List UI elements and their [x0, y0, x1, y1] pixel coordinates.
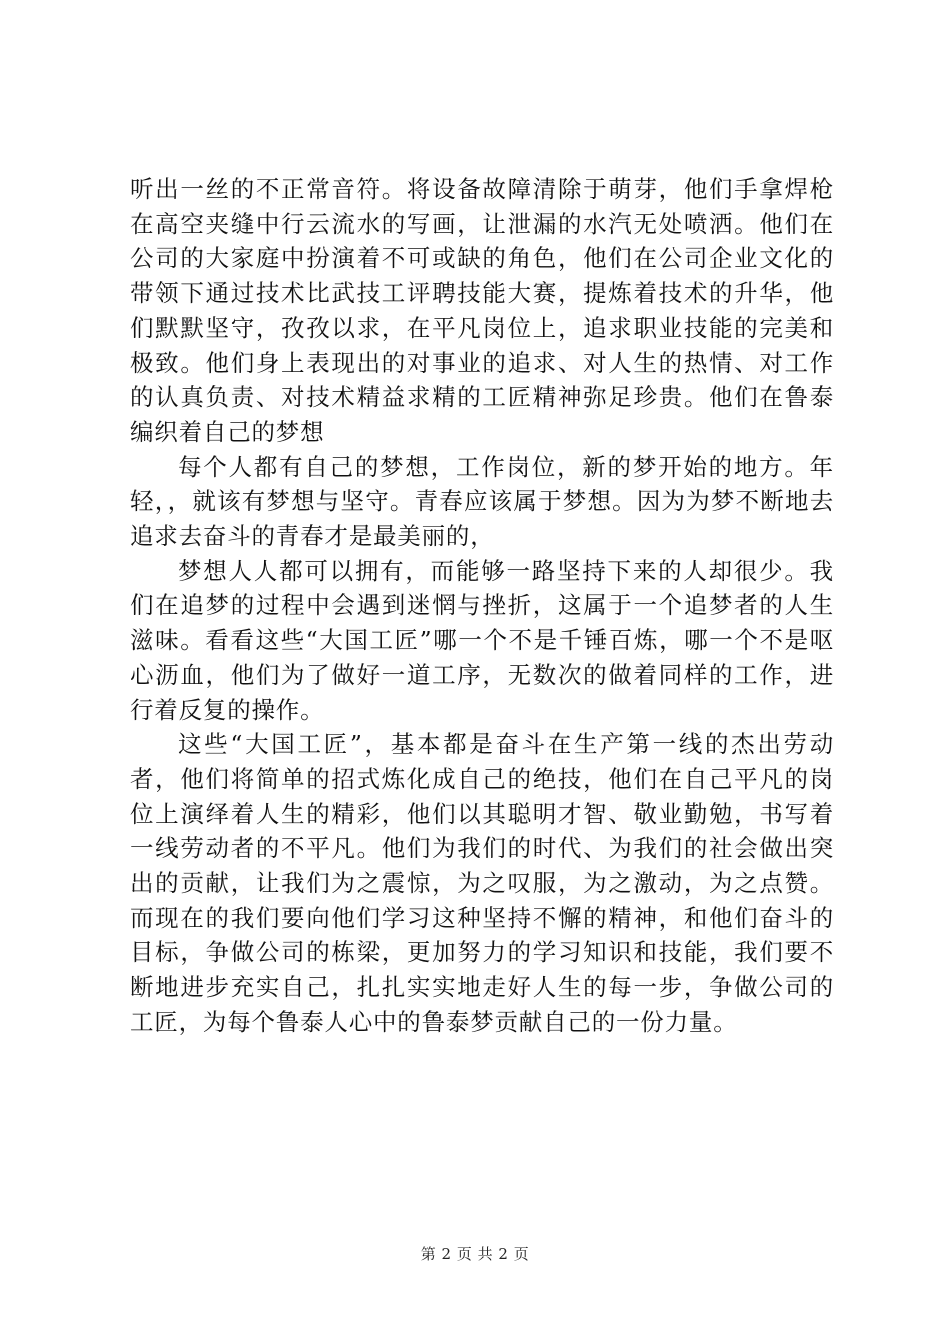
paragraph-continued: 听出一丝的不正常音符。将设备故障清除于萌芽，他们手拿焊枪在高空夹缝中行云流水的写画，让泄漏的水汽无处喷洒。他们在公司的大家庭中扮演着不可或缺的角色，他们在公司企业文化的带领下通过技术比武技工评聘技能大赛，提炼着技术的升华，他们默默坚守，孜孜以求，在平凡岗位上，追求职业技能的完美和极致。他们身上表现出的对事业的追求、对人生的热情、对工作的认真负责、对技术精益求精的工匠精神弥足珍贵。他们在鲁泰编织着自己的梦想	[130, 175, 834, 446]
paragraph-persistence: 梦想人人都可以拥有，而能够一路坚持下来的人却很少。我们在追梦的过程中会遇到迷惘与挫折，这属于一个追梦者的人生滋味。看看这些“大国工匠”哪一个不是千锤百炼，哪一个不是呕心沥血，他们为了做好一道工序，无数次的做着同样的工作，进行着反复的操作。	[130, 556, 834, 724]
document-body	[130, 172, 834, 1040]
paragraph-craftsmen: 这些“大国工匠”，基本都是奋斗在生产第一线的杰出劳动者，他们将简单的招式炼化成自己的绝技，他们在自己平凡的岗位上演绎着人生的精彩，他们以其聪明才智、敬业勤勉，书写着一线劳动者的不平凡。他们为我们的时代、为我们的社会做出突出的贡献，让我们为之震惊，为之叹服，为之激动，为之点赞。而现在的我们要向他们学习这种坚持不懈的精神，和他们奋斗的目标，争做公司的栋梁，更加努力的学习知识和技能，我们要不断地进步充实自己，扎扎实实地走好人生的每一步，争做公司的工匠，为每个鲁泰人心中的鲁泰梦贡献自己的一份力量。	[130, 730, 834, 1036]
page-footer: 第 2 页 共 2 页	[420, 1245, 530, 1263]
paragraph-dream: 每个人都有自己的梦想，工作岗位，新的梦开始的地方。年轻，，就该有梦想与坚守。青春应该属于梦想。因为为梦不断地去追求去奋斗的青春才是最美丽的，	[130, 452, 834, 551]
